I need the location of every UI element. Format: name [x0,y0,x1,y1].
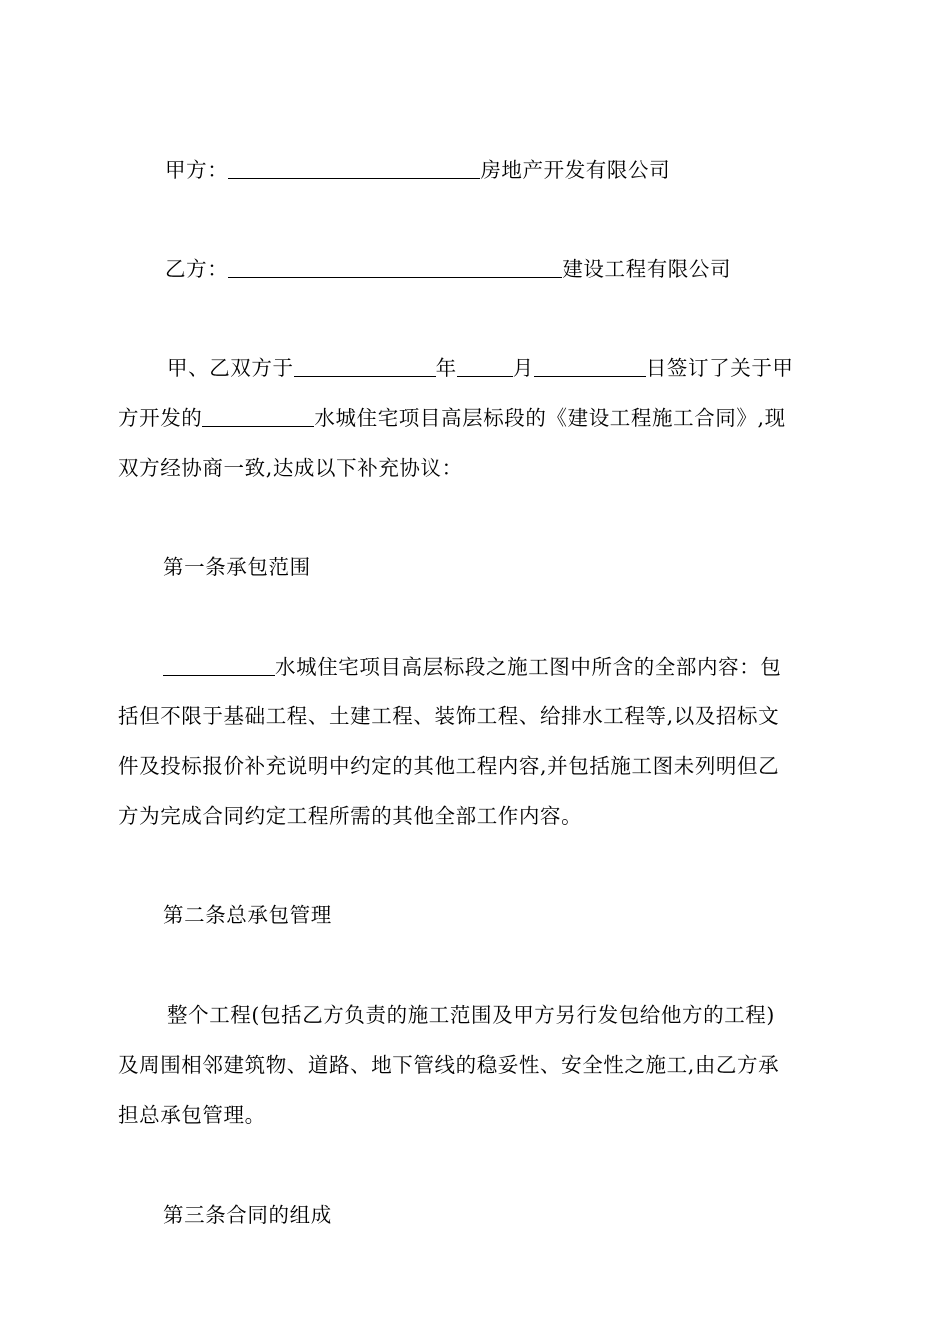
intro-line-2 [118,408,786,428]
intro-line-3: 双方经协商一致,达成以下补充协议： [118,456,463,480]
day-blank [534,358,646,377]
article-2-line-2: 及周围相邻建筑物、道路、地下管线的稳妥性、安全性之施工,由乙方承 [118,1053,780,1077]
month-label: 月 [512,356,534,380]
article-1-line-2: 括但不限于基础工程、土建工程、装饰工程、给排水工程等,以及招标文 [118,704,780,728]
party-b-line [165,259,731,279]
party-a-blank [228,160,480,179]
article-2-line-3: 担总承包管理。 [118,1103,266,1127]
article-1-line-3: 件及投标报价补充说明中约定的其他工程内容,并包括施工图未列明但乙 [118,754,780,778]
year-label: 年 [435,356,457,380]
project-blank [163,657,275,676]
party-b-suffix: 建设工程有限公司 [562,257,732,281]
article-2-line-1: 整个工程(包括乙方负责的施工范围及甲方另行发包给他方的工程) [167,1003,775,1027]
article-1-line-4: 方为完成合同约定工程所需的其他全部工作内容。 [118,804,583,828]
article-1-title: 第一条承包范围 [163,555,311,579]
intro-text: 甲、乙双方于 [167,356,294,380]
party-a-label: 甲方： [165,158,229,182]
developer-blank [202,408,314,427]
article-2-title: 第二条总承包管理 [163,903,332,927]
intro-text: 日签订了关于甲 [645,356,794,380]
intro-text: 水城住宅项目高层标段的《建设工程施工合同》,现 [314,406,786,430]
article-3-title: 第三条合同的组成 [163,1203,332,1227]
intro-text: 方开发的 [118,406,203,430]
article-1-line-1 [163,657,781,677]
party-a-line [165,160,670,180]
party-a-suffix: 房地产开发有限公司 [480,158,671,182]
article-1-text: 水城住宅项目高层标段之施工图中所含的全部内容：包 [275,655,782,679]
party-b-blank [228,259,562,278]
year-blank [294,358,436,377]
intro-line-1 [167,358,794,378]
month-blank [457,358,513,377]
party-b-label: 乙方： [165,257,229,281]
